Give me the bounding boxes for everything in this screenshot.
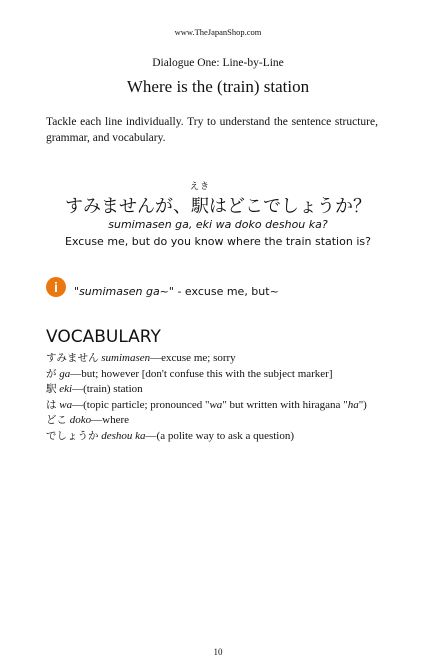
vocab-meaning: —(topic particle; pronounced " — [72, 398, 210, 411]
tip-text — [74, 285, 279, 298]
vocab-jp: どこ — [46, 414, 67, 426]
vocab-meaning: —excuse me; sorry — [150, 352, 236, 364]
vocabulary-list — [46, 351, 386, 444]
vocab-meaning: —where — [91, 414, 130, 426]
vocab-romaji: sumimasen — [101, 352, 151, 364]
page-number: 10 — [213, 647, 223, 657]
kanji-with-furigana — [189, 182, 211, 218]
intro-paragraph: Tackle each line individually. Try to understand the sentence structure, grammar, and vocabulary. — [46, 116, 378, 144]
vocab-meaning: —(train) station — [72, 383, 143, 395]
page-title: Where is the (train) station — [126, 77, 310, 96]
tip-note — [46, 280, 279, 298]
sentence-part-2: はどこでしょうか？ — [209, 196, 371, 217]
tip-quote-open: " — [74, 285, 80, 298]
vocab-meaning: ") — [358, 398, 367, 411]
vocab-item — [46, 351, 386, 367]
vocab-item — [46, 398, 386, 414]
vocab-jp: は — [46, 398, 57, 411]
vocab-romaji: eki — [59, 383, 73, 395]
vocab-jp: すみません — [46, 352, 99, 364]
japanese-sentence — [0, 182, 436, 218]
section-kicker: Dialogue One: Line-by-Line — [152, 57, 284, 69]
vocab-romaji: ha — [347, 398, 359, 411]
vocab-item — [46, 367, 386, 383]
romaji-line: sumimasen ga, eki wa doko deshou ka? — [108, 218, 328, 231]
vocab-romaji: wa — [59, 398, 73, 411]
vocab-item — [46, 413, 386, 429]
vocab-item — [46, 382, 386, 398]
vocab-romaji: wa — [209, 398, 223, 411]
vocab-meaning: —(a polite way to ask a question) — [145, 429, 295, 442]
furigana: えき — [189, 182, 211, 192]
vocab-romaji: doko — [69, 414, 92, 426]
vocab-jp: 駅 — [46, 383, 57, 395]
english-translation: Excuse me, but do you know where the train station is? — [65, 235, 371, 248]
vocab-romaji: ga — [59, 367, 71, 380]
info-icon — [46, 277, 66, 297]
tip-rest: " - excuse me, but~ — [168, 285, 279, 298]
vocabulary-heading: VOCABULARY — [46, 327, 161, 347]
sentence-part-1: すみませんが、 — [65, 196, 191, 217]
kanji: 駅 — [191, 196, 209, 217]
vocab-jp: が — [46, 367, 57, 380]
site-url: www.TheJapanShop.com — [174, 27, 262, 37]
vocab-meaning: —but; however [don't confuse this with the subject marker] — [70, 367, 333, 380]
vocab-meaning: " but written with hiragana " — [222, 398, 348, 411]
vocab-romaji: deshou ka — [101, 429, 146, 442]
tip-phrase: sumimasen ga~ — [79, 285, 169, 298]
info-glyph: i — [54, 279, 58, 295]
vocab-jp: でしょうか — [46, 429, 99, 442]
vocab-item — [46, 429, 386, 445]
